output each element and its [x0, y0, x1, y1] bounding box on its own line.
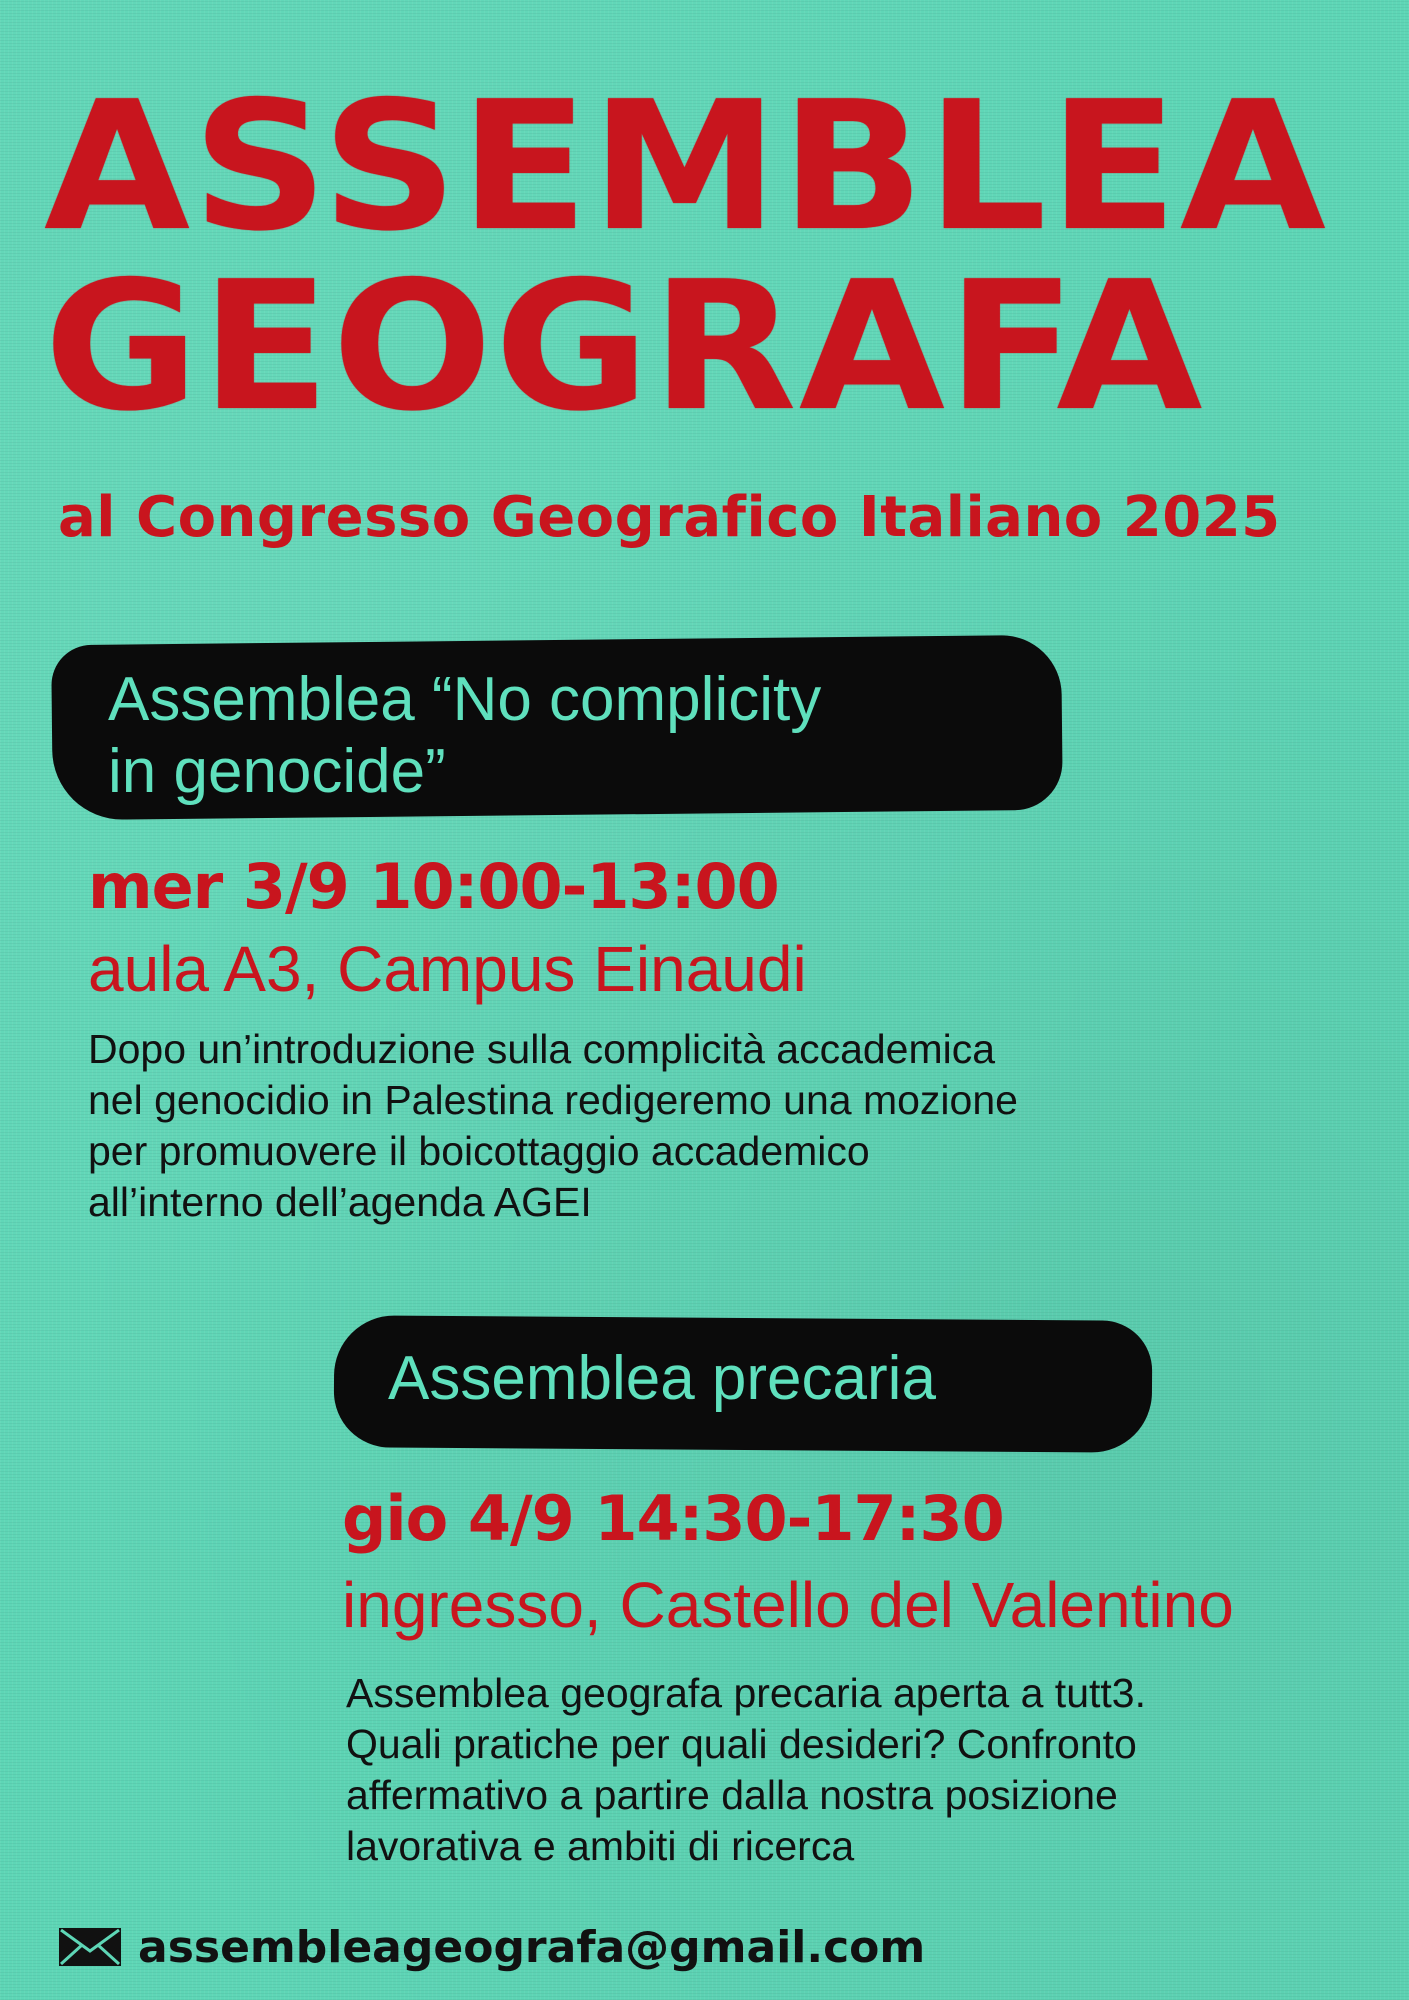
- contact: [58, 1922, 925, 1972]
- title-line-2: GEOGRAFA: [44, 243, 1205, 450]
- event-1-description-line: Dopo un’introduzione sulla complicità accademica: [88, 1026, 996, 1072]
- event-2-description-line: lavorativa e ambiti di ricerca: [346, 1823, 855, 1869]
- event-2-title-line: Assemblea precaria: [388, 1344, 936, 1413]
- event-1-title-line: in genocide”: [108, 737, 446, 806]
- event-2-datetime: gio 4/9 14:30-17:30: [342, 1482, 1004, 1555]
- event-2-description-line: Quali pratiche per quali desideri? Confronto: [346, 1721, 1137, 1767]
- event-2-description-line: affermativo a partire dalla nostra posizione: [346, 1772, 1118, 1818]
- title-line-1: ASSEMBLEA: [44, 63, 1329, 270]
- event-1-location: aula A3, Campus Einaudi: [88, 933, 807, 1005]
- subtitle: al Congresso Geografico Italiano 2025: [58, 485, 1281, 550]
- envelope-icon: [58, 1927, 122, 1967]
- event-2-title: [388, 1343, 936, 1415]
- event-1-description: [88, 1024, 1018, 1228]
- event-2-description: [346, 1668, 1146, 1872]
- event-1-description-line: nel genocidio in Palestina redigeremo una mozione: [88, 1077, 1018, 1123]
- event-2-location: ingresso, Castello del Valentino: [342, 1569, 1234, 1641]
- event-1-title-line: Assemblea “No complicity: [108, 665, 822, 734]
- event-1-description-line: all’interno dell’agenda AGEI: [88, 1179, 592, 1225]
- event-1-title: [108, 664, 821, 808]
- event-1-datetime: mer 3/9 10:00-13:00: [88, 850, 779, 923]
- contact-email[interactable]: assembleageografa@gmail.com: [138, 1921, 926, 1973]
- event-1-description-line: per promuovere il boicottaggio accademico: [88, 1128, 870, 1174]
- event-2-description-line: Assemblea geografa precaria aperta a tutt3.: [346, 1670, 1146, 1716]
